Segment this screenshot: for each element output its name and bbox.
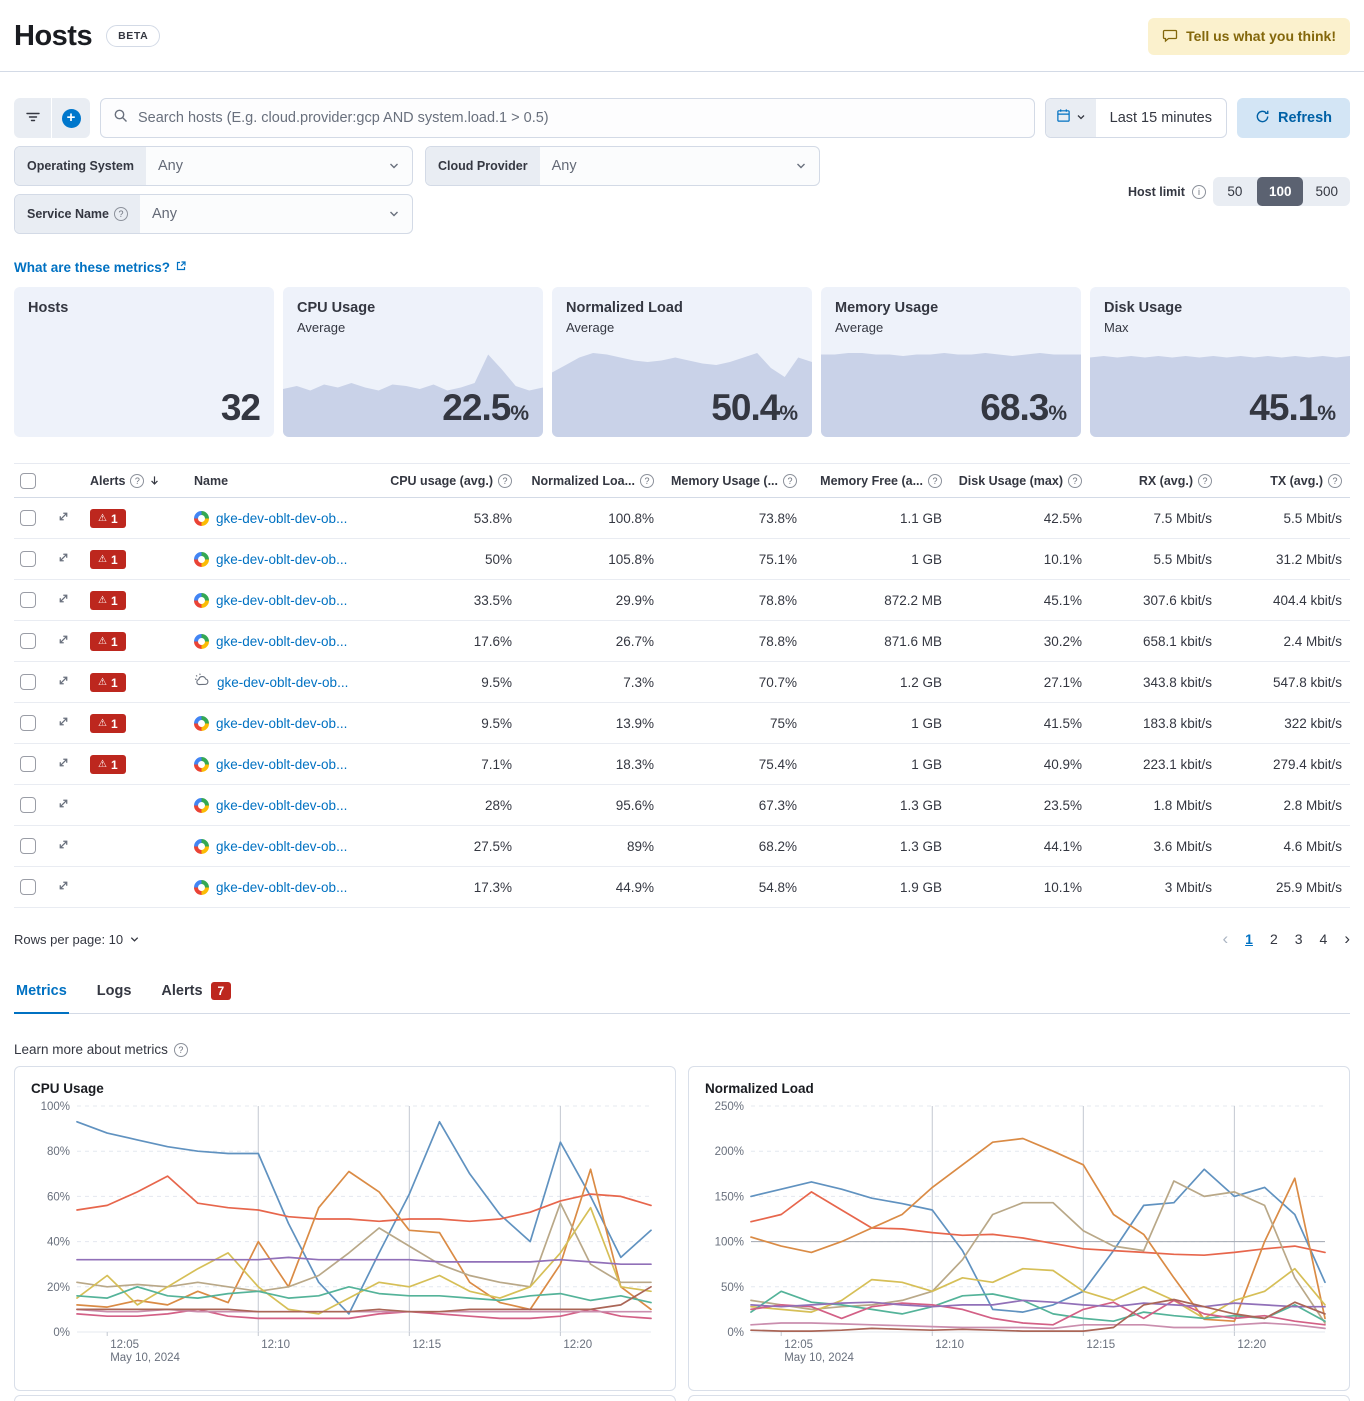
chevron-down-icon <box>795 147 819 185</box>
kpi-value: 22.5% <box>442 387 529 428</box>
memory-free-cell: 1.3 GB <box>899 838 942 854</box>
expand-icon <box>56 878 71 896</box>
disk-usage-cell: 10.1% <box>1043 551 1082 567</box>
rx-cell: 343.8 kbit/s <box>1142 674 1212 690</box>
select-row-checkbox[interactable] <box>20 551 36 567</box>
select-row-checkbox[interactable] <box>20 674 36 690</box>
memory-free-cell: 872.2 MB <box>884 592 942 608</box>
metrics-link-label: What are these metrics? <box>14 260 171 275</box>
svg-text:12:20: 12:20 <box>1237 1339 1267 1351</box>
search-box[interactable] <box>100 98 1035 138</box>
svg-text:100%: 100% <box>40 1101 70 1113</box>
learn-more-metrics[interactable] <box>14 1042 1350 1057</box>
beta-badge: BETA <box>106 25 160 47</box>
toolbar <box>14 98 1350 138</box>
tab-logs[interactable]: Logs <box>96 983 132 999</box>
gcp-icon <box>194 511 209 526</box>
sort-down-icon <box>149 475 160 486</box>
expand-row-button[interactable] <box>54 507 73 529</box>
warning-icon: ⚠ <box>98 717 107 729</box>
gcp-icon <box>194 757 209 772</box>
svg-text:12:20: 12:20 <box>563 1339 593 1351</box>
cpu-usage-cell: 28% <box>484 797 512 813</box>
page-1-button[interactable]: 1 <box>1245 931 1253 947</box>
what-are-these-metrics-link[interactable] <box>14 260 187 275</box>
tx-cell: 322 kbit/s <box>1284 715 1342 731</box>
time-range-value: Last 15 minutes <box>1109 110 1212 126</box>
memory-usage-cell: 70.7% <box>758 674 797 690</box>
cloud-host-icon <box>194 672 210 693</box>
tx-cell: 404.4 kbit/s <box>1272 592 1342 608</box>
host-name-link[interactable]: gke-dev-oblt-dev-ob... <box>216 797 348 813</box>
rows-per-page[interactable] <box>14 932 140 947</box>
select-all-checkbox[interactable] <box>20 473 36 489</box>
next-page-button[interactable]: › <box>1344 929 1350 948</box>
alerts-badge[interactable]: ⚠ 1 <box>90 673 126 692</box>
normalized-load-cell: 44.9% <box>615 879 654 895</box>
tx-cell: 4.6 Mbit/s <box>1283 838 1342 854</box>
tabs-bar <box>14 978 1350 1014</box>
memory-usage-cell: 75.4% <box>758 756 797 772</box>
help-icon: ? <box>174 1043 188 1057</box>
gcp-icon <box>194 839 209 854</box>
kpi-tile-hosts[interactable] <box>14 287 274 437</box>
search-icon <box>113 108 129 129</box>
table-row <box>14 744 1350 785</box>
column-header-rx-avg[interactable]: RX (avg.) ? <box>1090 474 1220 488</box>
rx-cell: 1.8 Mbit/s <box>1153 797 1212 813</box>
kpi-value: 68.3% <box>980 387 1067 428</box>
operating-system-label: Operating System <box>15 147 146 185</box>
gcp-icon <box>194 634 209 649</box>
alerts-badge[interactable]: ⚠ 1 <box>90 591 126 610</box>
expand-icon <box>56 755 71 773</box>
svg-text:May 10, 2024: May 10, 2024 <box>784 1352 854 1364</box>
cpu-usage-chart-panel <box>14 1066 676 1391</box>
tx-cell: 547.8 kbit/s <box>1272 674 1342 690</box>
help-icon: ? <box>640 474 654 488</box>
rx-cell: 183.8 kbit/s <box>1142 715 1212 731</box>
table-footer <box>14 924 1350 954</box>
kpi-tile-cpu-usage[interactable] <box>283 287 543 437</box>
select-row-checkbox[interactable] <box>20 633 36 649</box>
disk-usage-cell: 10.1% <box>1043 879 1082 895</box>
host-limit-option-100[interactable]: 100 <box>1257 177 1304 206</box>
cloud-provider-value: Any <box>551 158 577 174</box>
help-icon: ? <box>498 474 512 488</box>
kpi-title: Disk Usage <box>1104 300 1183 316</box>
help-icon: ? <box>1198 474 1212 488</box>
svg-text:0%: 0% <box>53 1327 70 1339</box>
svg-text:40%: 40% <box>46 1236 70 1249</box>
memory-usage-cell: 68.2% <box>758 838 797 854</box>
host-name-link[interactable]: gke-dev-oblt-dev-ob... <box>216 756 348 772</box>
svg-text:May 10, 2024: May 10, 2024 <box>110 1352 180 1364</box>
expand-row-button[interactable] <box>54 671 73 693</box>
host-limit-control <box>1128 177 1350 206</box>
normalized-load-cell: 18.3% <box>615 756 654 772</box>
operating-system-select[interactable] <box>14 146 413 186</box>
gcp-icon <box>194 716 209 731</box>
disk-usage-cell: 41.5% <box>1043 715 1082 731</box>
svg-text:250%: 250% <box>714 1101 744 1113</box>
kpi-value: 45.1% <box>1249 387 1336 428</box>
kpi-tiles <box>14 287 1350 437</box>
alerts-count-badge: 7 <box>211 982 232 1000</box>
refresh-button[interactable] <box>1237 98 1350 138</box>
refresh-icon <box>1255 109 1270 128</box>
memory-free-cell: 1 GB <box>911 756 942 772</box>
help-icon: ? <box>130 474 144 488</box>
chart-title: CPU Usage <box>31 1081 104 1096</box>
rx-cell: 658.1 kbit/s <box>1142 633 1212 649</box>
svg-text:12:05: 12:05 <box>110 1339 139 1351</box>
expand-row-button[interactable] <box>54 630 73 652</box>
kpi-tile-disk-usage[interactable] <box>1090 287 1350 437</box>
service-name-value: Any <box>152 206 178 222</box>
disk-usage-cell: 30.2% <box>1043 633 1082 649</box>
chevron-down-icon <box>1076 109 1086 127</box>
normalized-load-chart <box>705 1096 1335 1368</box>
chevron-down-icon <box>388 147 412 185</box>
alerts-badge[interactable]: ⚠ 1 <box>90 632 126 651</box>
cpu-usage-cell: 9.5% <box>481 715 512 731</box>
host-name-link[interactable]: gke-dev-oblt-dev-ob... <box>216 592 348 608</box>
speech-bubble-icon <box>1162 27 1178 46</box>
kpi-subtitle: Average <box>297 320 346 335</box>
memory-free-cell: 1 GB <box>911 715 942 731</box>
expand-row-button[interactable] <box>54 712 73 734</box>
warning-icon: ⚠ <box>98 512 107 524</box>
svg-text:150%: 150% <box>714 1191 744 1204</box>
host-name-link[interactable]: gke-dev-oblt-dev-ob... <box>216 510 348 526</box>
svg-text:12:10: 12:10 <box>261 1339 291 1351</box>
normalized-load-cell: 89% <box>626 838 654 854</box>
memory-usage-cell: 73.8% <box>758 510 797 526</box>
warning-icon: ⚠ <box>98 635 107 647</box>
memory-usage-cell: 67.3% <box>758 797 797 813</box>
alerts-badge[interactable]: ⚠ 1 <box>90 714 126 733</box>
page-4-button[interactable]: 4 <box>1319 931 1328 947</box>
memory-usage-cell: 78.8% <box>758 592 797 608</box>
gcp-icon <box>194 552 209 567</box>
memory-usage-cell: 75.1% <box>758 551 797 567</box>
svg-text:12:15: 12:15 <box>1086 1339 1116 1351</box>
normalized-load-cell: 100.8% <box>608 510 654 526</box>
disk-usage-cell: 40.9% <box>1043 756 1082 772</box>
service-name-label: Service Name <box>27 207 110 221</box>
table-row <box>14 703 1350 744</box>
column-header-alerts[interactable]: Alerts ? <box>90 474 194 488</box>
plus-circle-icon: + <box>62 109 81 128</box>
search-input[interactable] <box>138 110 1022 126</box>
kpi-subtitle: Average <box>566 320 615 335</box>
select-row-checkbox[interactable] <box>20 510 36 526</box>
column-header-cpu-usage-avg[interactable]: CPU usage (avg.) ? <box>390 474 520 488</box>
query-icon-group <box>14 98 90 138</box>
rows-per-page-label: Rows per page: 10 <box>14 931 124 947</box>
memory-free-chart-panel-cutoff <box>688 1395 1350 1401</box>
expand-row-button[interactable] <box>54 835 73 857</box>
memory-free-cell: 1.9 GB <box>899 879 942 895</box>
gcp-icon <box>194 798 209 813</box>
cpu-usage-cell: 33.5% <box>473 592 512 608</box>
kpi-value: 50.4% <box>711 387 798 428</box>
svg-text:12:05: 12:05 <box>784 1339 813 1351</box>
column-header-name[interactable]: Name <box>194 473 229 488</box>
kpi-subtitle: Average <box>835 320 884 335</box>
external-link-icon <box>175 260 187 275</box>
memory-free-cell: 1.1 GB <box>899 510 942 526</box>
table-row <box>14 621 1350 662</box>
page-header <box>0 0 1364 58</box>
tx-cell: 25.9 Mbit/s <box>1275 879 1342 895</box>
tx-cell: 279.4 kbit/s <box>1272 756 1342 772</box>
cpu-usage-cell: 27.5% <box>473 838 512 854</box>
select-row-checkbox[interactable] <box>20 756 36 772</box>
host-name-link[interactable]: gke-dev-oblt-dev-ob... <box>216 551 348 567</box>
expand-icon <box>56 632 71 650</box>
disk-usage-cell: 45.1% <box>1043 592 1082 608</box>
svg-text:0%: 0% <box>727 1327 744 1339</box>
warning-icon: ⚠ <box>98 594 107 606</box>
table-row <box>14 662 1350 703</box>
host-name-link[interactable]: gke-dev-oblt-dev-ob... <box>216 838 348 854</box>
warning-icon: ⚠ <box>98 676 107 688</box>
expand-icon <box>56 673 71 691</box>
page-3-button[interactable]: 3 <box>1294 931 1303 947</box>
calendar-icon <box>1056 108 1071 128</box>
alerts-badge[interactable]: ⚠ 1 <box>90 755 126 774</box>
operating-system-value: Any <box>157 158 183 174</box>
cpu-usage-chart <box>31 1096 661 1368</box>
normalized-load-cell: 7.3% <box>623 674 654 690</box>
select-row-checkbox[interactable] <box>20 797 36 813</box>
kpi-tile-memory-usage[interactable] <box>821 287 1081 437</box>
info-icon: i <box>1192 185 1206 199</box>
memory-usage-chart-panel-cutoff <box>14 1395 676 1401</box>
memory-usage-cell: 75% <box>769 715 797 731</box>
table-header-row <box>14 463 1350 498</box>
host-name-link[interactable]: gke-dev-oblt-dev-ob... <box>216 633 348 649</box>
kpi-title: Memory Usage <box>835 300 939 316</box>
kpi-subtitle: Max <box>1104 320 1129 335</box>
svg-text:12:10: 12:10 <box>935 1339 965 1351</box>
kpi-tile-normalized-load[interactable] <box>552 287 812 437</box>
expand-row-button[interactable] <box>54 548 73 570</box>
warning-icon: ⚠ <box>98 758 107 770</box>
learn-more-label: Learn more about metrics <box>14 1042 168 1057</box>
tab-alerts[interactable]: Alerts 7 <box>159 978 233 1014</box>
expand-icon <box>56 550 71 568</box>
kpi-title: CPU Usage <box>297 300 376 316</box>
rx-cell: 5.5 Mbit/s <box>1153 551 1212 567</box>
expand-icon <box>56 796 71 814</box>
select-row-checkbox[interactable] <box>20 838 36 854</box>
normalized-load-chart-panel <box>688 1066 1350 1391</box>
pagination <box>1222 929 1350 949</box>
host-limit-option-50[interactable]: 50 <box>1213 177 1257 206</box>
chart-title: Normalized Load <box>705 1081 814 1096</box>
memory-free-cell: 1 GB <box>911 551 942 567</box>
table-row <box>14 867 1350 908</box>
host-name-link[interactable]: gke-dev-oblt-dev-ob... <box>216 879 348 895</box>
column-header-memory-usage[interactable]: Memory Usage (... ? <box>662 474 805 488</box>
expand-icon <box>56 714 71 732</box>
table-row <box>14 826 1350 867</box>
tx-cell: 31.2 Mbit/s <box>1275 551 1342 567</box>
svg-text:60%: 60% <box>46 1191 70 1204</box>
column-header-memory-free-a[interactable]: Memory Free (a... ? <box>805 474 950 488</box>
host-name-link[interactable]: gke-dev-oblt-dev-ob... <box>217 674 349 690</box>
header-divider <box>0 71 1364 72</box>
table-row <box>14 580 1350 621</box>
page-title: Hosts <box>14 19 93 52</box>
column-header-tx-avg[interactable]: TX (avg.) ? <box>1220 474 1350 488</box>
cpu-usage-cell: 17.6% <box>473 633 512 649</box>
rx-cell: 7.5 Mbit/s <box>1153 510 1212 526</box>
rx-cell: 223.1 kbit/s <box>1142 756 1212 772</box>
normalized-load-cell: 105.8% <box>608 551 654 567</box>
disk-usage-cell: 23.5% <box>1043 797 1082 813</box>
alerts-badge[interactable]: ⚠ 1 <box>90 509 126 528</box>
host-name-link[interactable]: gke-dev-oblt-dev-ob... <box>216 715 348 731</box>
cloud-provider-select[interactable] <box>425 146 820 186</box>
column-header-normalized-loa[interactable]: Normalized Loa... ? <box>520 474 662 488</box>
memory-free-cell: 1.2 GB <box>899 674 942 690</box>
tx-cell: 2.8 Mbit/s <box>1283 797 1342 813</box>
gcp-icon <box>194 593 209 608</box>
expand-row-button[interactable] <box>54 753 73 775</box>
select-row-checkbox[interactable] <box>20 592 36 608</box>
normalized-load-cell: 26.7% <box>615 633 654 649</box>
tab-metrics[interactable]: Metrics <box>14 978 69 1014</box>
charts-row <box>14 1066 1350 1391</box>
svg-text:200%: 200% <box>714 1146 744 1159</box>
help-icon: ? <box>928 474 942 488</box>
memory-free-cell: 1.3 GB <box>899 797 942 813</box>
cloud-provider-label: Cloud Provider <box>426 147 540 185</box>
time-range-picker[interactable] <box>1045 98 1227 138</box>
cpu-usage-cell: 17.3% <box>473 879 512 895</box>
help-icon: ? <box>1328 474 1342 488</box>
alerts-badge[interactable]: ⚠ 1 <box>90 550 126 569</box>
cpu-usage-cell: 7.1% <box>481 756 512 772</box>
cpu-usage-cell: 53.8% <box>473 510 512 526</box>
svg-text:50%: 50% <box>720 1281 744 1294</box>
kpi-title: Hosts <box>28 300 69 316</box>
filter-icon <box>25 109 41 128</box>
expand-icon <box>56 509 71 527</box>
expand-row-button[interactable] <box>54 876 73 898</box>
rx-cell: 3 Mbit/s <box>1164 879 1212 895</box>
memory-free-cell: 871.6 MB <box>884 633 942 649</box>
rx-cell: 3.6 Mbit/s <box>1153 838 1212 854</box>
host-limit-label: Host limit <box>1127 184 1185 199</box>
feedback-label: Tell us what you think! <box>1186 28 1336 44</box>
expand-row-button[interactable] <box>54 794 73 816</box>
expand-row-button[interactable] <box>54 589 73 611</box>
gcp-icon <box>194 880 209 895</box>
disk-usage-cell: 27.1% <box>1043 674 1082 690</box>
host-limit-option-500[interactable]: 500 <box>1303 177 1350 206</box>
filter-button[interactable] <box>14 98 52 138</box>
help-icon: ? <box>783 474 797 488</box>
page-2-button[interactable]: 2 <box>1269 931 1278 947</box>
table-row <box>14 539 1350 580</box>
disk-usage-cell: 44.1% <box>1043 838 1082 854</box>
normalized-load-cell: 29.9% <box>615 592 654 608</box>
tx-cell: 5.5 Mbit/s <box>1283 510 1342 526</box>
chevron-down-icon <box>129 934 140 945</box>
filters-area <box>14 146 1350 234</box>
select-row-checkbox[interactable] <box>20 879 36 895</box>
svg-text:100%: 100% <box>714 1236 744 1249</box>
memory-usage-cell: 78.8% <box>758 633 797 649</box>
feedback-button[interactable] <box>1148 18 1350 55</box>
help-icon: ? <box>1068 474 1082 488</box>
kpi-value: 32 <box>220 387 260 428</box>
host-limit-button-group <box>1213 177 1350 206</box>
svg-text:20%: 20% <box>46 1281 70 1294</box>
normalized-load-cell: 13.9% <box>615 715 654 731</box>
memory-usage-cell: 54.8% <box>758 879 797 895</box>
cpu-usage-cell: 50% <box>484 551 512 567</box>
disk-usage-cell: 42.5% <box>1043 510 1082 526</box>
expand-icon <box>56 591 71 609</box>
help-icon: ? <box>114 207 128 221</box>
expand-icon <box>56 837 71 855</box>
add-filter-button[interactable] <box>52 98 90 138</box>
refresh-label: Refresh <box>1278 110 1332 126</box>
table-row <box>14 498 1350 539</box>
column-header-disk-usage-max[interactable]: Disk Usage (max) ? <box>950 474 1090 488</box>
svg-text:80%: 80% <box>46 1146 70 1159</box>
select-row-checkbox[interactable] <box>20 715 36 731</box>
rx-cell: 307.6 kbit/s <box>1142 592 1212 608</box>
table-row <box>14 785 1350 826</box>
svg-text:12:15: 12:15 <box>412 1339 442 1351</box>
chevron-down-icon <box>388 195 412 233</box>
hosts-table <box>14 463 1350 908</box>
service-name-select[interactable] <box>14 194 413 234</box>
normalized-load-cell: 95.6% <box>615 797 654 813</box>
cpu-usage-cell: 9.5% <box>481 674 512 690</box>
kpi-title: Normalized Load <box>566 300 683 316</box>
tx-cell: 2.4 Mbit/s <box>1283 633 1342 649</box>
warning-icon: ⚠ <box>98 553 107 565</box>
previous-page-button[interactable]: ‹ <box>1222 929 1229 948</box>
